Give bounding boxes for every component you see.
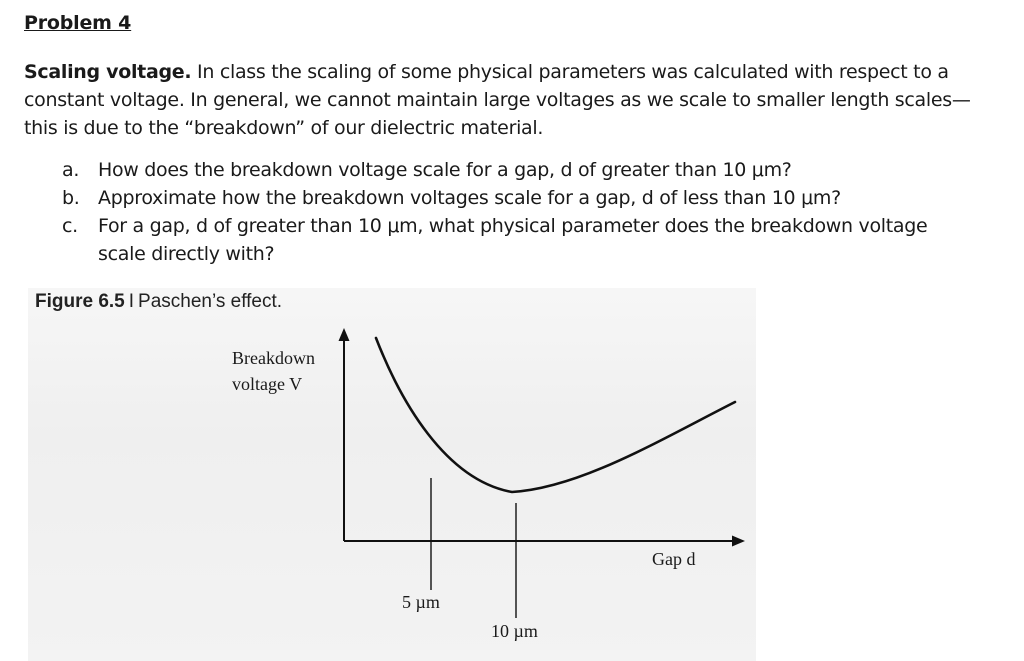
question-letter: c.	[62, 215, 78, 237]
problem-title: Problem 4	[24, 12, 132, 34]
x-axis-label: Gap d	[652, 549, 696, 569]
breakdown-curve	[376, 338, 735, 492]
marker-10um-label: 10 µm	[491, 621, 538, 641]
caption-separator: I	[128, 291, 135, 312]
y-axis-label-line1: Breakdown	[232, 348, 315, 368]
x-axis-arrow-icon	[732, 536, 745, 547]
figure-label: Figure 6.5	[35, 291, 125, 312]
intro-lead: Scaling voltage.	[24, 61, 192, 83]
question-text: Approximate how the breakdown voltages scale for a gap, d of less than 10 μm?	[98, 187, 841, 209]
question-text: For a gap, d of greater than 10 μm, what physical parameter does the breakdown voltage scale directly with?	[98, 215, 928, 265]
y-axis-label-line2: voltage V	[232, 374, 303, 394]
question-text: How does the breakdown voltage scale for a gap, d of greater than 10 μm?	[98, 159, 792, 181]
intro-text: In class the scaling of some physical parameters was calculated with respect to a constant voltage. In general, we cannot maintain large voltages as we scale to smaller length scales—this is due to the “breakdown” of our dielectric material.	[24, 61, 971, 139]
question-letter: b.	[62, 187, 80, 209]
caption-text: Paschen’s effect.	[138, 291, 283, 312]
y-axis-arrow-icon	[339, 328, 350, 341]
marker-5um-label: 5 µm	[402, 592, 440, 612]
question-letter: a.	[62, 159, 80, 181]
